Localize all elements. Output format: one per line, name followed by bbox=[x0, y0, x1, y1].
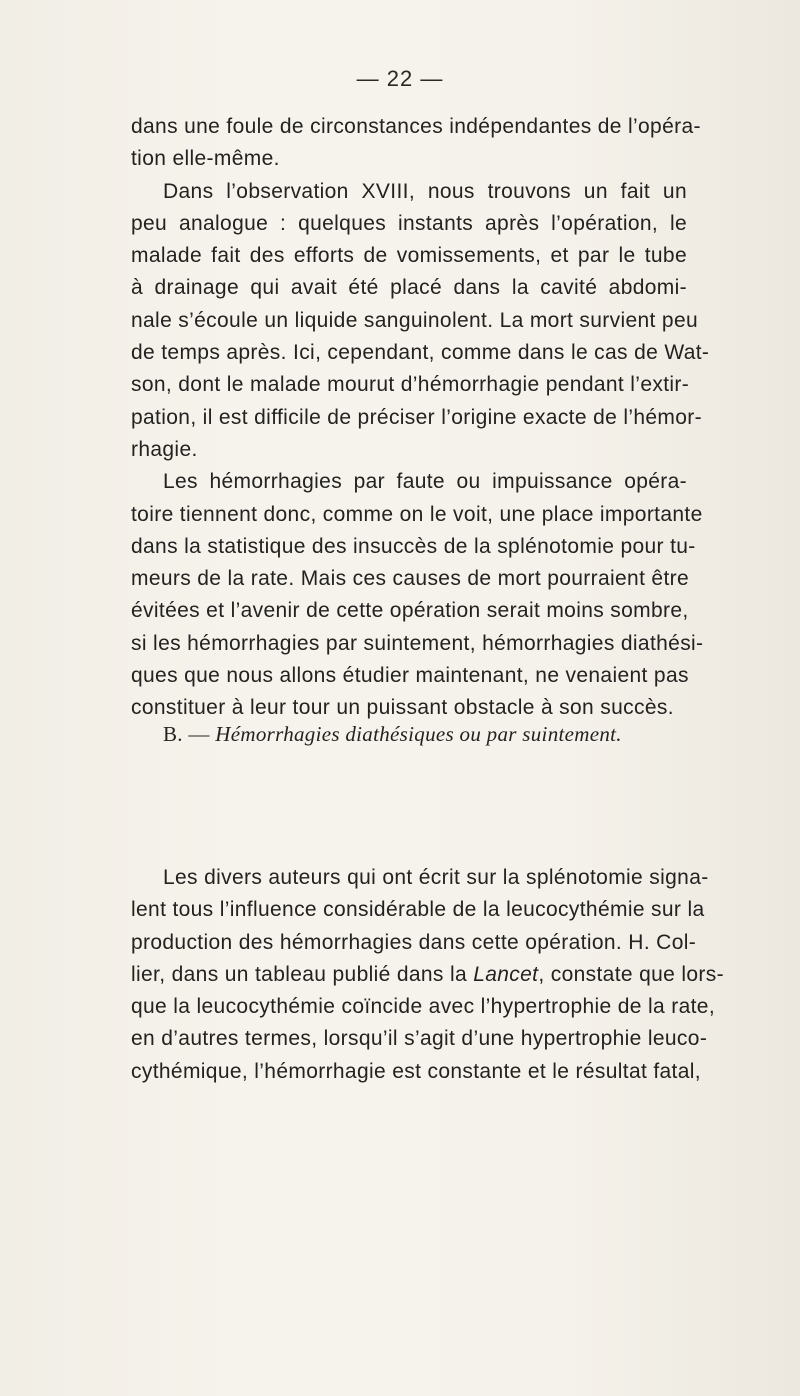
text-line: de temps après. Ici, cependant, comme dans le cas de Wat- bbox=[131, 341, 710, 365]
text-line: production des hémorrhagies dans cette opération. H. Col- bbox=[131, 930, 697, 954]
text-line: toire tiennent donc, comme on le voit, une place importante bbox=[131, 502, 703, 526]
text-line: peu analogue : quelques instants après l’opération, le bbox=[131, 211, 687, 235]
text-line: à drainage qui avait été placé dans la cavité abdomi- bbox=[131, 276, 687, 300]
text-line: ques que nous allons étudier maintenant, ne venaient pas bbox=[131, 664, 689, 688]
text-line: constituer à leur tour un puissant obstacle à son succès. bbox=[131, 696, 674, 720]
text-line: pation, il est difficile de préciser l’origine exacte de l’hémor- bbox=[131, 405, 702, 429]
text-line: dans une foule de circonstances indépendantes de l’opéra- bbox=[131, 115, 701, 138]
text-line: Dans l’observation XVIII, nous trouvons un fait un bbox=[163, 179, 687, 203]
text-line: lent tous l’influence considérable de la leucocythémie sur la bbox=[131, 898, 705, 922]
section-heading bbox=[163, 722, 703, 747]
text-line: meurs de la rate. Mais ces causes de mort pourraient être bbox=[131, 567, 690, 591]
section-heading-prefix: B. — bbox=[163, 722, 210, 746]
section-heading-title: Hémorrhagies diathésiques ou par suintement. bbox=[215, 722, 622, 746]
text-fragment: lier, dans un tableau publié dans la bbox=[131, 962, 474, 986]
text-line: rhagie. bbox=[131, 437, 198, 461]
text-line-with-citation bbox=[131, 959, 724, 991]
text-line: Les hémorrhagies par faute ou impuissance opéra- bbox=[163, 470, 687, 494]
text-line: malade fait des efforts de vomissements, et par le tube bbox=[131, 244, 687, 268]
text-fragment: , constate que lors- bbox=[538, 962, 724, 986]
body-text-bottom bbox=[131, 862, 724, 1088]
text-line: tion elle-même. bbox=[131, 147, 280, 171]
text-line: en d’autres termes, lorsqu’il s’agit d’une hypertrophie leuco- bbox=[131, 1027, 708, 1051]
body-text-top bbox=[131, 111, 710, 725]
text-line: que la leucocythémie coïncide avec l’hypertrophie de la rate, bbox=[131, 995, 716, 1019]
text-line: son, dont le malade mourut d’hémorrhagie pendant l’extir- bbox=[131, 373, 690, 397]
text-line: cythémique, l’hémorrhagie est constante et le résultat fatal, bbox=[131, 1059, 701, 1083]
page-number: — 22 — bbox=[356, 66, 444, 91]
text-line: Les divers auteurs qui ont écrit sur la splénotomie signa- bbox=[163, 866, 709, 889]
journal-title: Lancet bbox=[473, 962, 539, 986]
text-line: si les hémorrhagies par suintement, hémorrhagies diathési- bbox=[131, 631, 704, 655]
text-line: nale s’écoule un liquide sanguinolent. La mort survient peu bbox=[131, 308, 699, 332]
text-line: évitées et l’avenir de cette opération serait moins sombre, bbox=[131, 599, 689, 623]
text-line: dans la statistique des insuccès de la splénotomie pour tu- bbox=[131, 534, 696, 558]
